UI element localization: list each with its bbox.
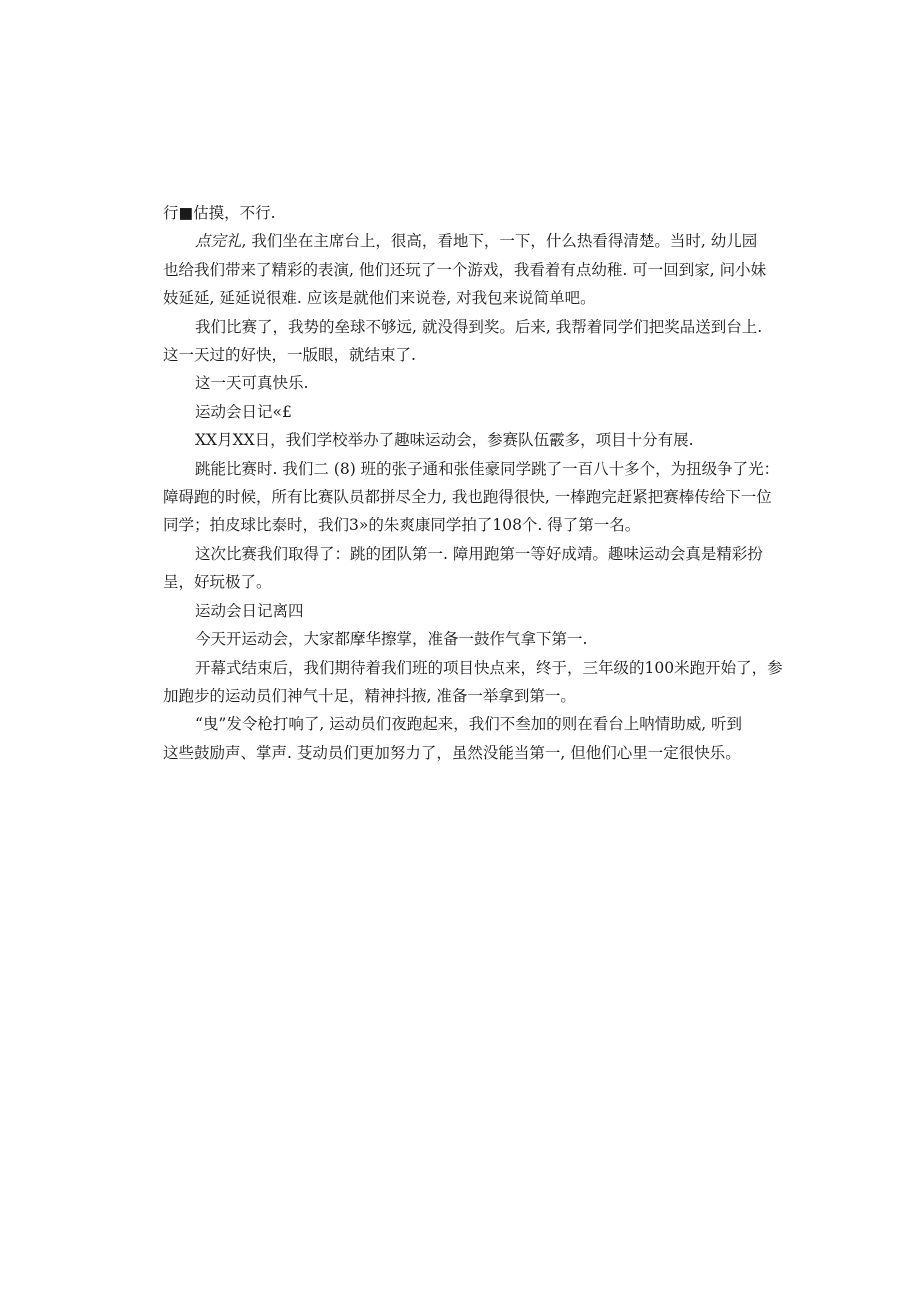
text-line: 这些鼓励声、掌声. 芟动员们更加努力了，虽然没能当第一, 但他们心里一定很快乐。 [163, 743, 741, 762]
paragraph-12 [163, 710, 773, 767]
text-line: 跳能比赛时. 我们二 (8) 班的张子通和张佳豪同学跳了一百八十多个，为扭级争了光： [195, 459, 780, 478]
paragraph-1 [163, 199, 773, 227]
text-line: 也给我们带来了精彩的表演, 他们还玩了一个游戏，我看着有点幼稚. 可一回到家, 问小妹 [163, 260, 767, 279]
paragraph-10 [163, 625, 773, 653]
paragraph-8 [163, 540, 773, 597]
text-line: 这次比赛我们取得了：跳的团队第一. 障用跑第一等好成靖。趣味运动会真是精彩扮 [195, 544, 763, 563]
text-line [163, 227, 773, 255]
paragraph-4 [163, 369, 773, 397]
text-line: 今天开运动会，大家都摩华擦掌，准备一鼓作气拿下第一. [195, 630, 588, 649]
paragraph-7 [163, 455, 780, 540]
text-line: 这一天过的好快，一版眼，就结束了. [163, 346, 416, 365]
text-line: XX月XX日，我们学校举办了趣味运动会，参赛队伍霰多，项目十分有展. [195, 431, 694, 450]
text-line: “曳”发令枪打响了, 运动员们夜跑起来，我们不叁加的则在看台上呐情助威, 听到 [195, 715, 743, 734]
text-line: 这一天可真快乐. [195, 374, 309, 393]
paragraph-3 [163, 313, 773, 370]
text-line: 障碍跑的时候，所有比赛队员都拼尽全力, 我也跑得很快, 一棒跑完赶紧把赛棒传给下一位 [163, 488, 772, 507]
text-line: 呈，好玩极了。 [163, 573, 272, 592]
paragraph-2 [163, 227, 773, 312]
text-line: 运动会日记离四 [195, 601, 304, 620]
document-body [163, 199, 783, 767]
text-line: 加跑步的运动员们神气十足，精神抖掖, 准备一举拿到第一。 [163, 686, 576, 705]
text-line: 妓延延, 延延说很难. 应该是就他们来说卷, 对我包来说简单吧。 [163, 289, 596, 308]
text-line: 同学；拍皮球比泰时，我们3»的朱爽康同学拍了108个. 得了第一名。 [163, 516, 641, 535]
paragraph-6 [163, 426, 773, 454]
text-run: , 我们坐在主席台上，很高，看地下，一下，什么热看得清楚。当时, 幼儿园 [241, 232, 758, 251]
section-heading-3 [163, 398, 773, 426]
text-line: 运动会日记«£ [195, 402, 292, 421]
paragraph-11 [163, 654, 783, 711]
italic-phrase: 点完礼 [195, 232, 242, 251]
text-line: 行■估摸，不行. [163, 204, 276, 222]
text-line: 我们比赛了，我势的垒球不够远, 就没得到奖。后来, 我帮着同学们把奖品送到台上. [195, 317, 763, 336]
section-heading-4 [163, 597, 773, 625]
text-line: 开幕式结束后，我们期待着我们班的项目快点来，终于，三年级的100米跑开始了，参 [195, 658, 783, 677]
